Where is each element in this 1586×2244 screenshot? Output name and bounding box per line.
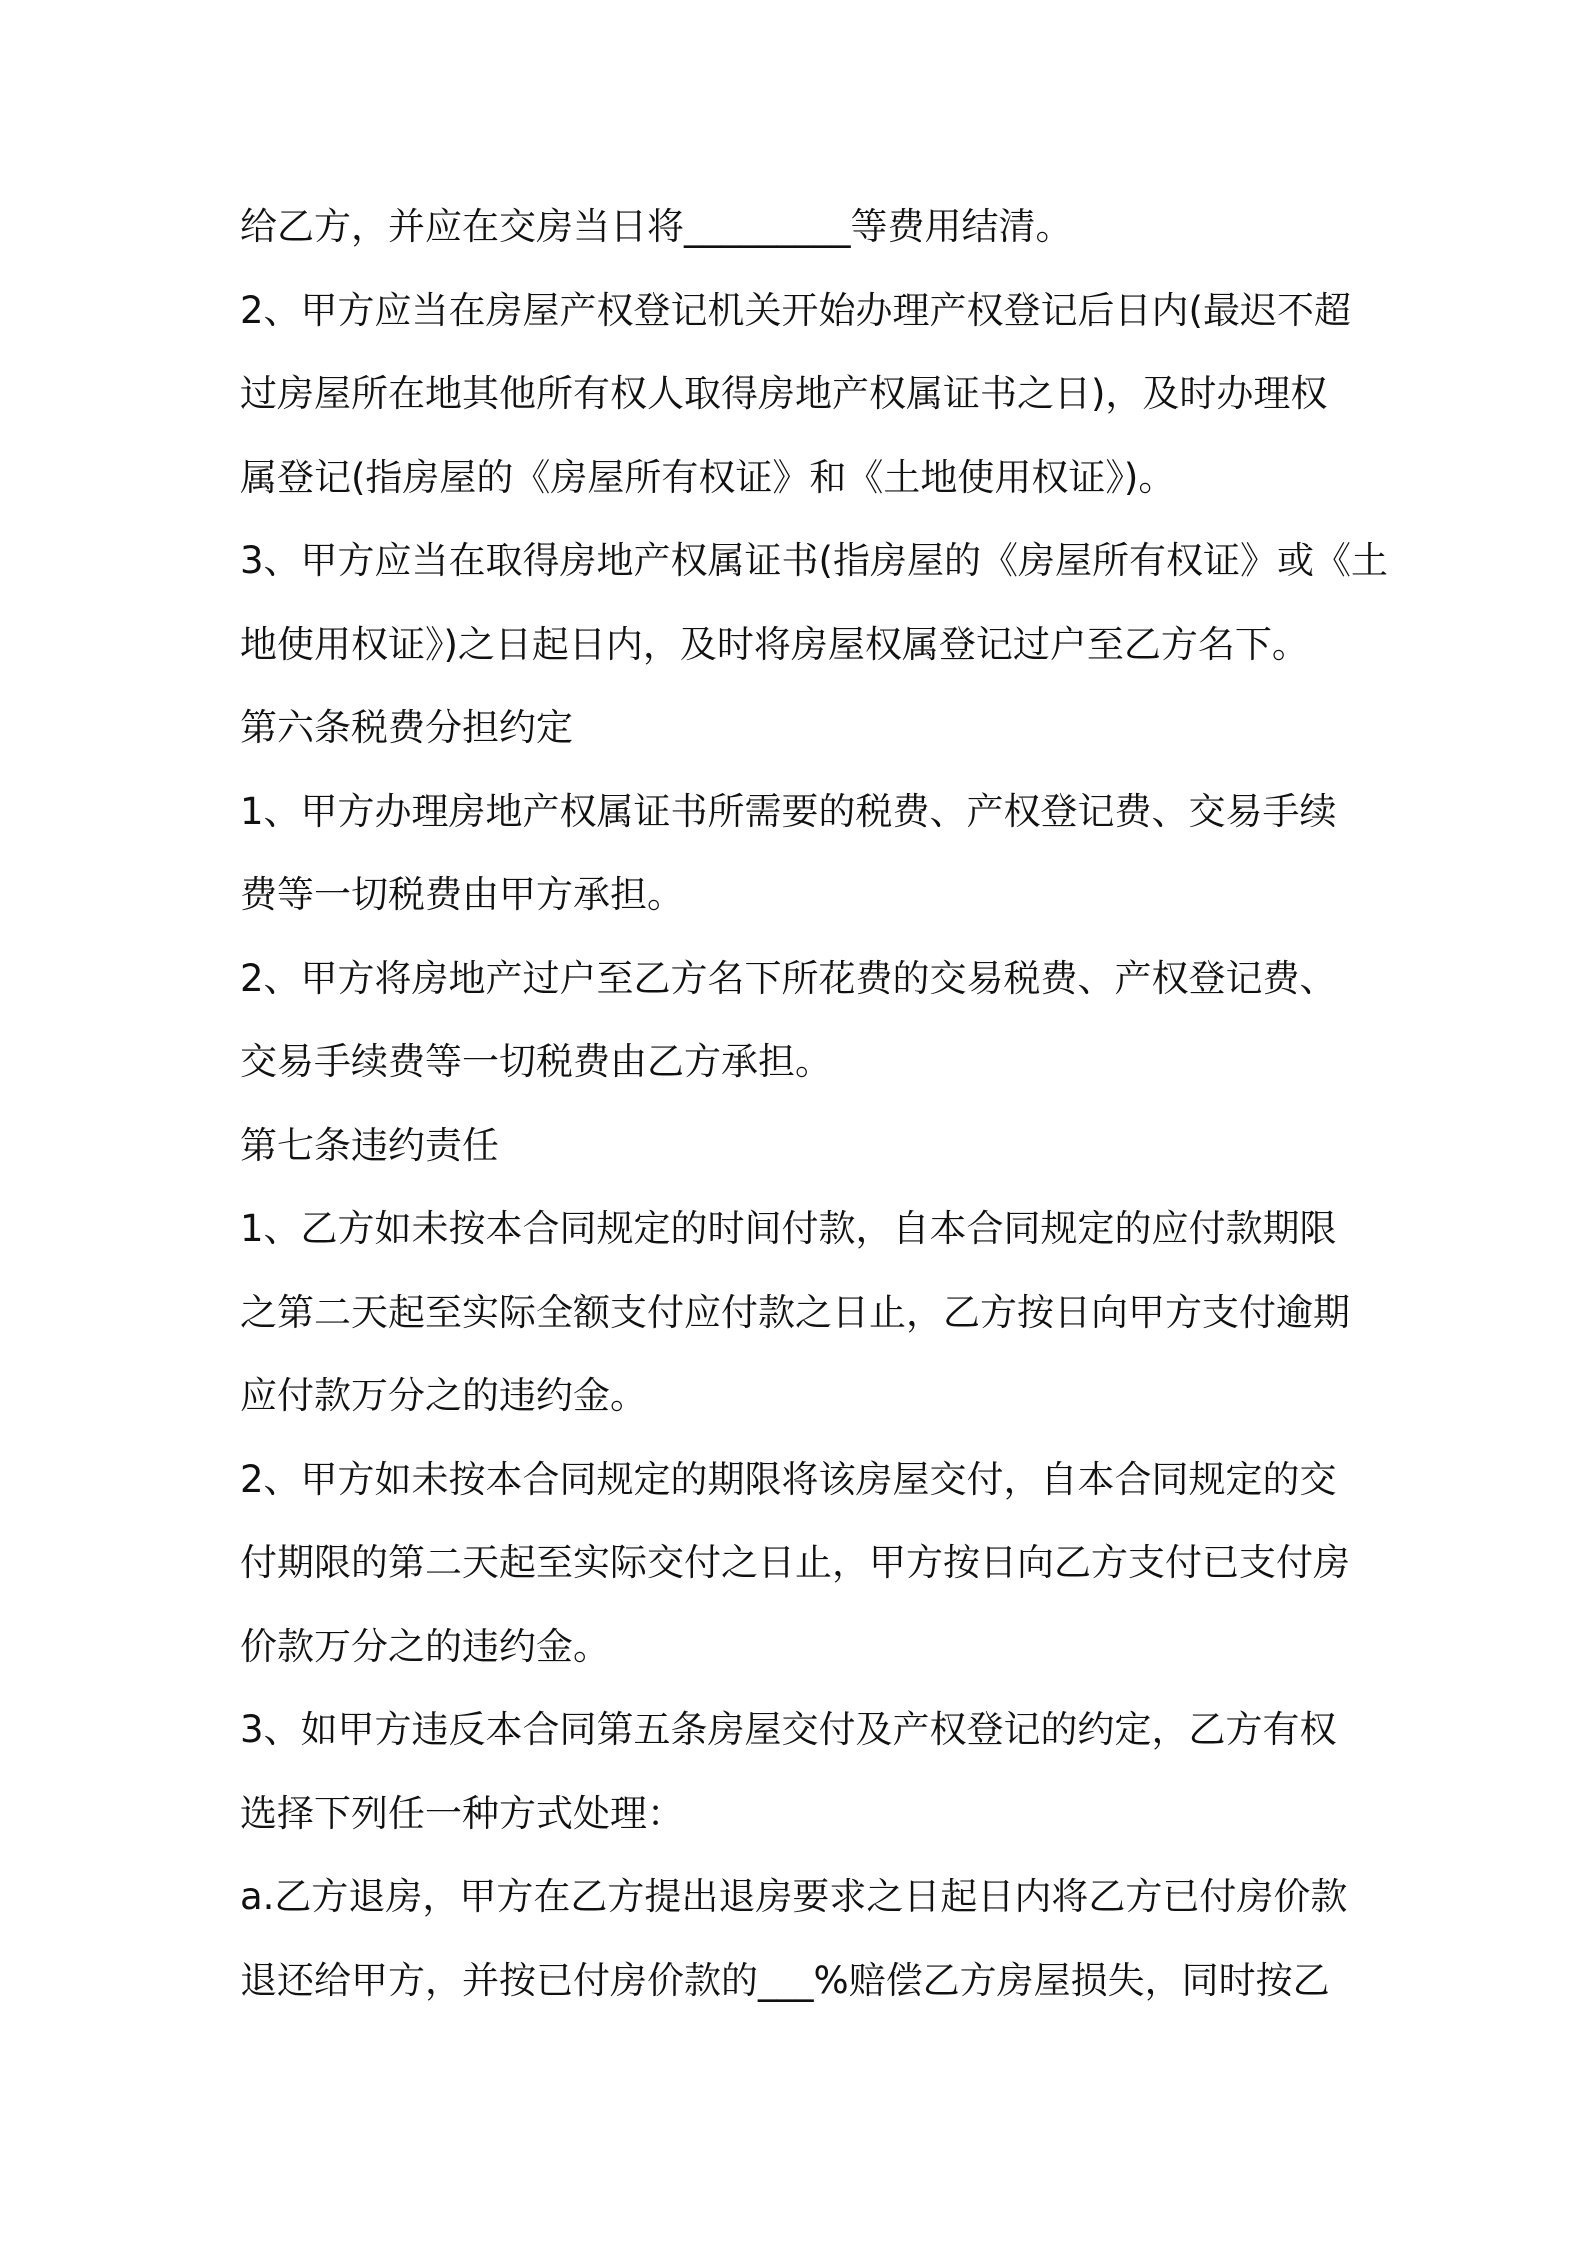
text-line: 费等一切税费由甲方承担。	[240, 873, 684, 916]
text-line: 退还给甲方，并按已付房价款的___%赔偿乙方房屋损失，同时按乙	[240, 1958, 1330, 2002]
text-line: 付期限的第二天起至实际交付之日止，甲方按日向乙方支付已支付房	[240, 1541, 1350, 1584]
text-line: a.乙方退房，甲方在乙方提出退房要求之日起日内将乙方已付房价款	[240, 1875, 1348, 1918]
text-line: 2、甲方如未按本合同规定的期限将该房屋交付，自本合同规定的交	[240, 1457, 1337, 1501]
text-line: 地使用权证》)之日起日内，及时将房屋权属登记过户至乙方名下。	[240, 622, 1309, 666]
text-line: 之第二天起至实际全额支付应付款之日止，乙方按日向甲方支付逾期	[240, 1290, 1350, 1334]
text-line: 3、如甲方违反本合同第五条房屋交付及产权登记的约定，乙方有权	[240, 1708, 1337, 1751]
text-line: 2、甲方将房地产过户至乙方名下所花费的交易税费、产权登记费、	[240, 956, 1337, 1000]
text-line: 价款万分之的违约金。	[240, 1624, 610, 1668]
text-line: 1、甲方办理房地产权属证书所需要的税费、产权登记费、交易手续	[240, 789, 1337, 833]
text-line: 应付款万分之的违约金。	[240, 1374, 647, 1417]
text-line: 属登记(指房屋的《房屋所有权证》和《土地使用权证》)。	[240, 455, 1176, 499]
text-line: 选择下列任一种方式处理：	[240, 1791, 684, 1835]
text-line: 给乙方，并应在交房当日将_________等费用结清。	[240, 205, 1073, 248]
document-body	[240, 185, 1388, 2022]
text-line: 3、甲方应当在取得房地产权属证书(指房屋的《房屋所有权证》或《土	[240, 539, 1388, 582]
section-heading: 第七条违约责任	[240, 1123, 499, 1167]
section-heading: 第六条税费分担约定	[240, 706, 573, 749]
text-line: 2、甲方应当在房屋产权登记机关开始办理产权登记后日内(最迟不超	[240, 288, 1351, 332]
text-line: 过房屋所在地其他所有权人取得房地产权属证书之日)，及时办理权	[240, 372, 1328, 415]
text-line: 交易手续费等一切税费由乙方承担。	[240, 1040, 832, 1083]
text-line: 1、乙方如未按本合同规定的时间付款，自本合同规定的应付款期限	[240, 1207, 1337, 1250]
